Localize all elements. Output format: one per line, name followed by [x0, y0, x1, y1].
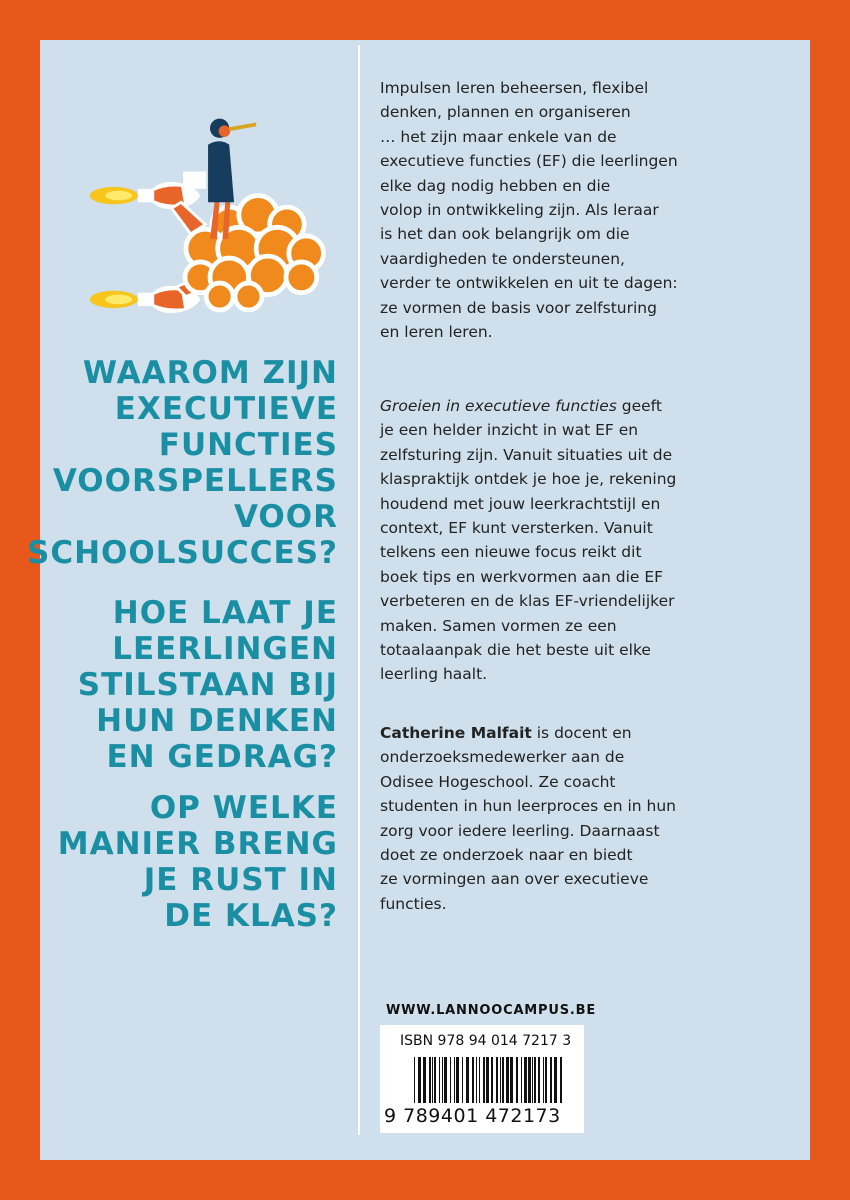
- question-line: EXECUTIEVE: [114, 391, 338, 427]
- question-line: LEERLINGEN: [112, 631, 338, 667]
- text-line: klaspraktijk ontdek je hoe je, rekening: [380, 470, 677, 489]
- barcode-bar: [418, 1057, 421, 1103]
- barcode-bar: [414, 1057, 415, 1103]
- barcode-bar: [434, 1057, 436, 1103]
- barcode-bar: [524, 1057, 527, 1103]
- barcode-bar: [528, 1057, 531, 1103]
- barcode-bar: [486, 1057, 489, 1103]
- question-line: MANIER BRENG: [57, 826, 338, 862]
- question-line: OP WELKE: [149, 790, 338, 826]
- rocket-top-icon: [90, 182, 205, 234]
- question-2: [78, 595, 338, 775]
- text-line: functies.: [380, 894, 447, 913]
- barcode-bar: [532, 1057, 533, 1103]
- text-line: volop in ontwikkeling zijn. Als leraar: [380, 201, 659, 220]
- question-line: VOOR: [233, 499, 338, 535]
- rocket-brain-illustration: [85, 90, 335, 330]
- barcode-bar: [456, 1057, 459, 1103]
- question-line: SCHOOLSUCCES?: [27, 535, 338, 571]
- isbn-label: ISBN 978 94 014 7217 3: [400, 1033, 572, 1049]
- column-divider: [358, 45, 360, 1135]
- text-line: verbeteren en de klas EF-vriendelijker: [380, 592, 675, 611]
- barcode-bar: [521, 1057, 522, 1103]
- text-line: houdend met jouw leerkrachtstijl en: [380, 494, 661, 513]
- text-line: ze vormen de basis voor zelfsturing: [380, 298, 657, 317]
- text-line: elke dag nodig hebben en die: [380, 176, 611, 195]
- text-line: zelfsturing zijn. Vanuit situaties uit de: [380, 445, 673, 464]
- question-3: [58, 790, 338, 934]
- barcode-bar: [454, 1057, 455, 1103]
- text-line: leerling haalt.: [380, 665, 488, 684]
- barcode-bar: [466, 1057, 469, 1103]
- barcode-bar: [550, 1057, 552, 1103]
- text-line: verder te ontwikkelen en uit te dagen:: [380, 274, 678, 293]
- barcode-bar: [442, 1057, 443, 1103]
- text-line: … het zijn maar enkele van de: [380, 127, 617, 146]
- text-line: telkens een nieuwe focus reikt dit: [380, 543, 642, 562]
- intro-paragraph: [380, 76, 800, 344]
- question-line: DE KLAS?: [164, 898, 338, 934]
- question-line: WAAROM ZIJN: [82, 355, 338, 391]
- brain-icon: [185, 196, 323, 310]
- barcode-bar: [500, 1057, 501, 1103]
- text-line: boek tips en werkvormen aan die EF: [380, 567, 664, 586]
- text-line: geeft: [616, 397, 662, 415]
- text-line: onderzoeksmedewerker aan de: [380, 748, 625, 767]
- barcode-bar: [476, 1057, 477, 1103]
- barcode-bar: [462, 1057, 463, 1103]
- barcode-box: [380, 1025, 584, 1133]
- text-line: ze vormingen aan over executieve: [380, 870, 649, 889]
- text-line: vaardigheden te ondersteunen,: [380, 249, 625, 268]
- author-paragraph: [380, 721, 800, 916]
- question-line: JE RUST IN: [143, 862, 338, 898]
- barcode-bar: [496, 1057, 498, 1103]
- text-line: context, EF kunt versterken. Vanuit: [380, 519, 653, 538]
- text-line: je een helder inzicht in wat EF en: [380, 421, 639, 440]
- barcode-bar: [483, 1057, 485, 1103]
- text-line: is het dan ook belangrijk om die: [380, 225, 630, 244]
- barcode-bar: [479, 1057, 480, 1103]
- barcode-bar: [545, 1057, 547, 1103]
- barcode-bar: [502, 1057, 504, 1103]
- barcode-bar: [538, 1057, 540, 1103]
- barcode-bar: [439, 1057, 440, 1103]
- publisher-website[interactable]: WWW.LANNOOCAMPUS.BE: [386, 1003, 597, 1018]
- barcode-bar: [516, 1057, 518, 1103]
- question-line: VOORSPELLERS: [52, 463, 338, 499]
- barcode-digits: 9 789401 472173: [384, 1105, 561, 1127]
- text-line: en leren leren.: [380, 323, 493, 342]
- description-paragraph: [380, 394, 800, 687]
- question-line: FUNCTIES: [158, 427, 338, 463]
- barcode-bar: [444, 1057, 447, 1103]
- text-line: is docent en: [531, 724, 632, 742]
- text-line: totaalaanpak die het beste uit elke: [380, 641, 651, 660]
- book-title: Groeien in executieve functies: [380, 397, 617, 415]
- author-name: Catherine Malfait: [380, 724, 532, 742]
- barcode-bar: [560, 1057, 562, 1103]
- text-line: doet ze onderzoek naar en biedt: [380, 846, 633, 865]
- question-1: [27, 355, 338, 571]
- barcode-bar: [423, 1057, 426, 1103]
- barcode-bar: [429, 1057, 431, 1103]
- text-line: studenten in hun leerproces en in hun: [380, 797, 676, 816]
- barcode-bar: [510, 1057, 513, 1103]
- text-line: Odisee Hogeschool. Ze coacht: [380, 772, 616, 791]
- text-line: Impulsen leren beheersen, flexibel: [380, 79, 649, 97]
- question-line: HOE LAAT JE: [112, 595, 338, 631]
- barcode-bar: [432, 1057, 433, 1103]
- question-line: HUN DENKEN: [96, 703, 338, 739]
- barcode-bar: [543, 1057, 544, 1103]
- barcode-bar: [506, 1057, 509, 1103]
- barcode-bar: [472, 1057, 474, 1103]
- barcode: [414, 1057, 564, 1103]
- text-line: maken. Samen vormen ze een: [380, 616, 617, 635]
- barcode-bar: [450, 1057, 451, 1103]
- text-line: executieve functies (EF) die leerlingen: [380, 152, 678, 171]
- text-line: denken, plannen en organiseren: [380, 103, 631, 122]
- barcode-bar: [554, 1057, 557, 1103]
- barcode-bar: [491, 1057, 493, 1103]
- question-line: STILSTAAN BIJ: [77, 667, 338, 703]
- text-line: zorg voor iedere leerling. Daarnaast: [380, 821, 660, 840]
- barcode-bar: [534, 1057, 536, 1103]
- question-line: EN GEDRAG?: [106, 739, 338, 775]
